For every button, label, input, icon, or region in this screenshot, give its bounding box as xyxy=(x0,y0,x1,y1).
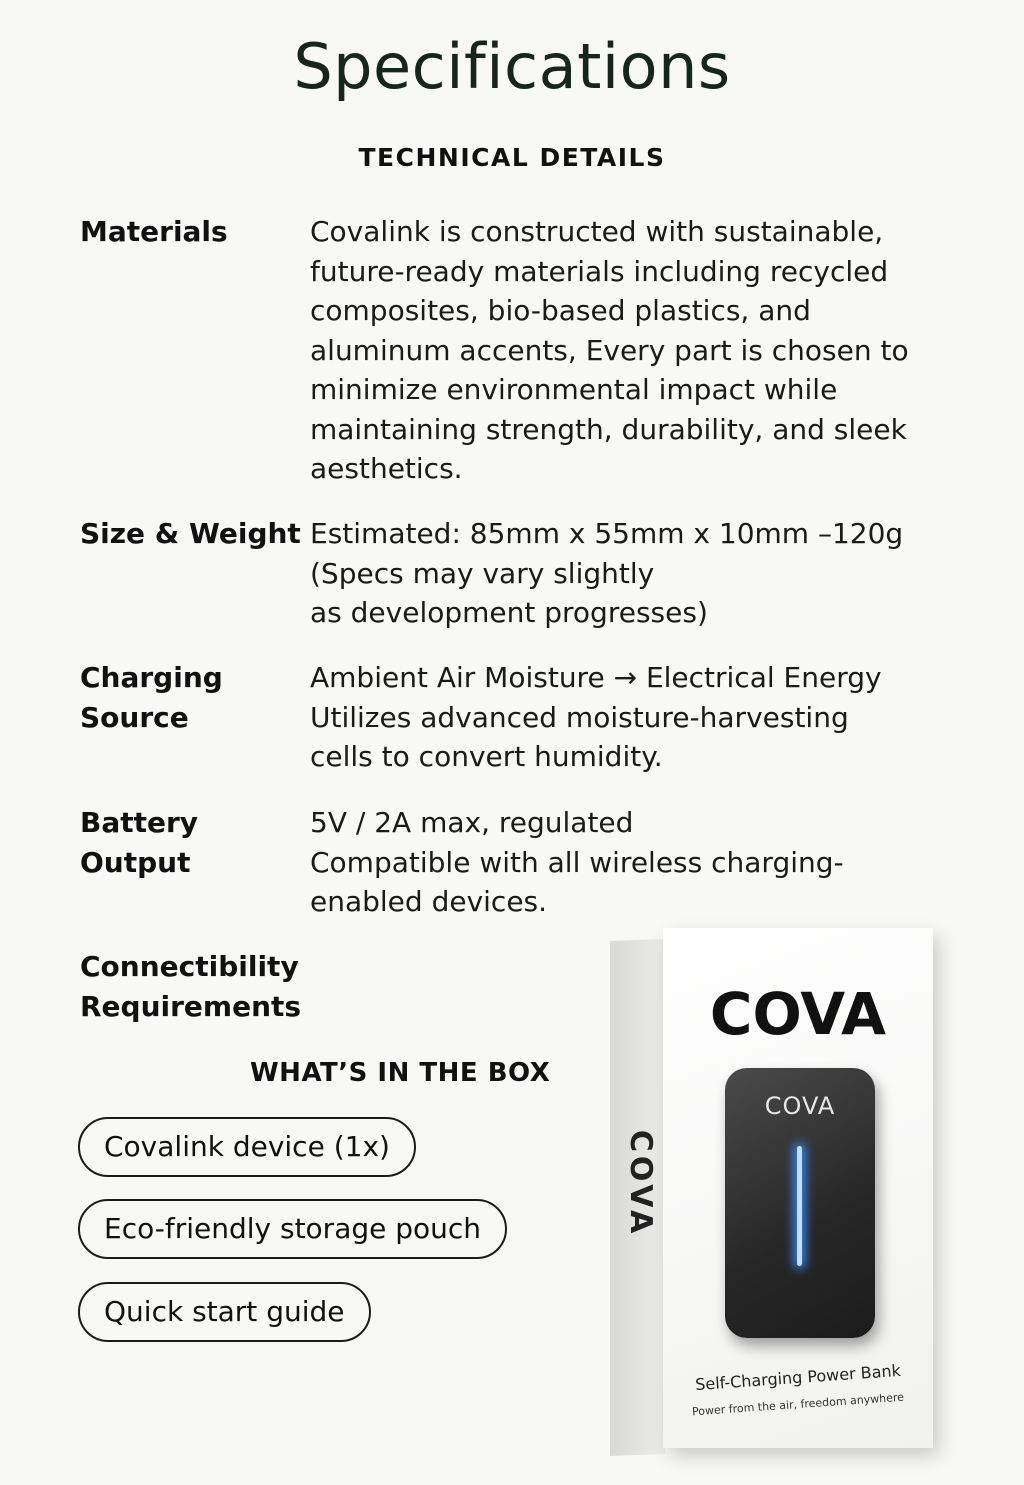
spec-value-line: 5V / 2A max, regulated xyxy=(310,806,634,839)
device-brand: COVA xyxy=(764,1092,836,1120)
spec-value-line: as development progresses) xyxy=(310,596,708,629)
device-light-strip xyxy=(797,1146,802,1266)
spec-value-line: Utilizes advanced moisture-harvesting xyxy=(310,700,849,734)
box-spine-label: COVA xyxy=(623,1129,658,1238)
spec-label-size-weight: Size & Weight xyxy=(80,517,301,550)
box-side-panel xyxy=(610,939,665,1456)
box-item-pill: Covalink device (1x) xyxy=(78,1117,416,1177)
spec-label-connectibility: Connectibility Requirements xyxy=(80,950,302,1023)
spec-value-line: Ambient Air Moisture → Electrical Energy xyxy=(310,661,882,694)
box-item-pill: Eco-friendly storage pouch xyxy=(78,1199,507,1259)
box-item-pill: Quick start guide xyxy=(78,1282,371,1342)
box-heading: WHAT’S IN THE BOX xyxy=(250,1058,551,1088)
page-title: Specifications xyxy=(293,30,731,103)
spec-value-battery-output xyxy=(310,803,950,922)
spec-value-charging-source xyxy=(310,658,950,777)
box-brand: COVA xyxy=(709,980,887,1048)
spec-label-charging-source: Charging Source xyxy=(80,661,223,734)
spec-value-line: Estimated: 85mm x 55mm x 10mm –120g xyxy=(310,517,904,550)
power-bank-device xyxy=(725,1068,875,1338)
spec-label-materials: Materials xyxy=(80,215,228,248)
box-front-panel xyxy=(663,928,933,1448)
spec-value-line: cells to convert humidity. xyxy=(310,740,663,773)
spec-value-line: enabled devices. xyxy=(310,885,548,918)
spec-value-size-weight xyxy=(310,514,950,633)
spec-value-materials: Covalink is constructed with sustainable, future-ready materials including recycled composites, bio-based plastics, and aluminum accents, Every part is chosen to minimize environmental impact while maintaining strength, durability, and sleek aesthetics. xyxy=(310,215,909,485)
section-subtitle: TECHNICAL DETAILS xyxy=(358,143,666,172)
spec-label-battery-output: Battery Output xyxy=(80,806,199,879)
box-tagline-sub: Power from the air, freedom anywhere xyxy=(691,1390,905,1419)
box-tagline: Self-Charging Power Bank xyxy=(694,1360,902,1395)
product-box-image xyxy=(610,920,950,1460)
spec-value-line: (Specs may vary slightly xyxy=(310,556,655,590)
spec-value-line: Compatible with all wireless charging- xyxy=(310,845,844,879)
